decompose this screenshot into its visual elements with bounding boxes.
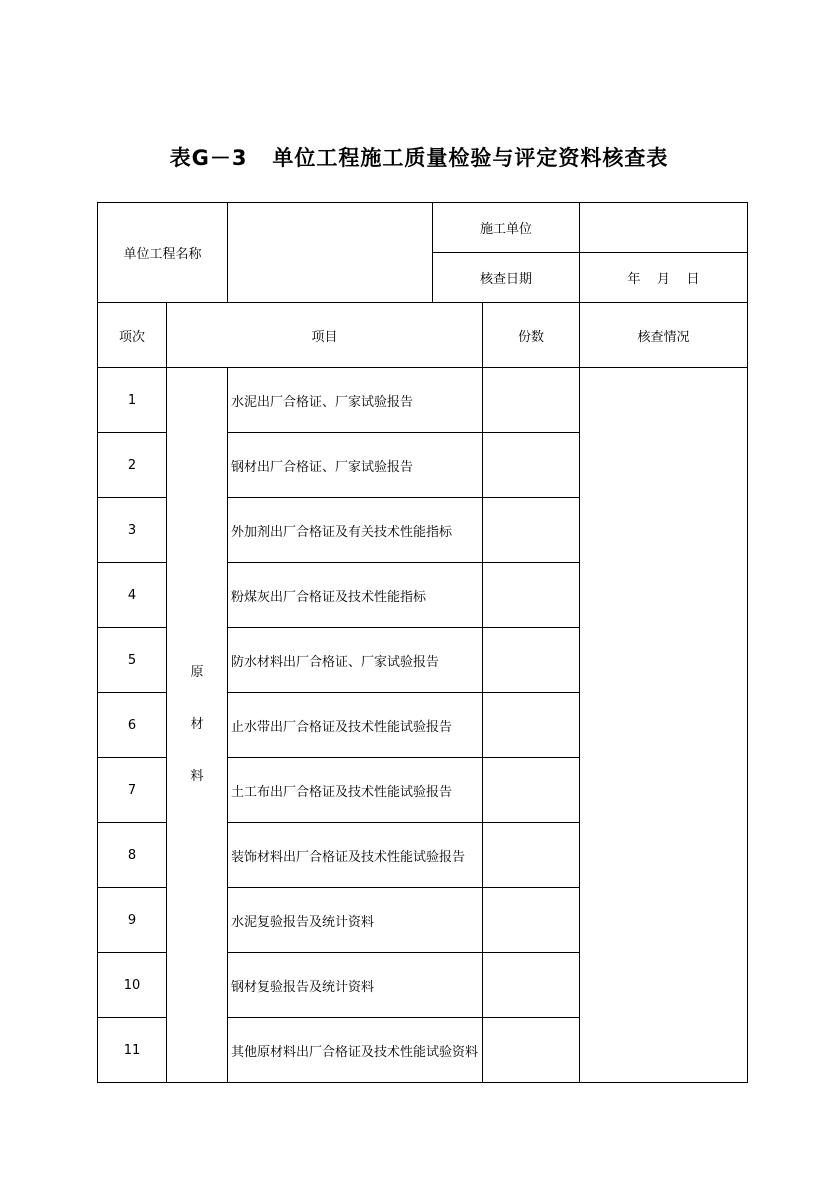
row-number: 5: [98, 628, 167, 693]
header-row-1: [98, 203, 748, 253]
row-item: 外加剂出厂合格证及有关技术性能指标: [228, 498, 483, 563]
row-number: 9: [98, 888, 167, 953]
row-item: 止水带出厂合格证及技术性能试验报告: [228, 693, 483, 758]
row-copies-field[interactable]: [483, 823, 580, 888]
row-number: 3: [98, 498, 167, 563]
row-number: 4: [98, 563, 167, 628]
category-char: 原: [190, 665, 204, 680]
row-copies-field[interactable]: [483, 693, 580, 758]
row-number: 11: [98, 1018, 167, 1083]
row-copies-field[interactable]: [483, 1018, 580, 1083]
project-name-label: 单位工程名称: [98, 203, 228, 303]
row-number: 8: [98, 823, 167, 888]
col-status-header: 核查情况: [580, 303, 748, 368]
check-date-field[interactable]: 年 月 日: [580, 253, 748, 303]
row-item: 土工布出厂合格证及技术性能试验报告: [228, 758, 483, 823]
row-number: 10: [98, 953, 167, 1018]
page-title: 表G－3 单位工程施工质量检验与评定资料核查表: [169, 146, 669, 170]
col-copies-header: 份数: [483, 303, 580, 368]
row-number: 1: [98, 368, 167, 433]
row-copies-field[interactable]: [483, 628, 580, 693]
row-item: 钢材出厂合格证、厂家试验报告: [228, 433, 483, 498]
col-index-header: 项次: [98, 303, 167, 368]
row-item: 钢材复验报告及统计资料: [228, 953, 483, 1018]
column-header-row: [98, 303, 748, 368]
table-row: [98, 368, 748, 433]
row-number: 6: [98, 693, 167, 758]
row-item: 防水材料出厂合格证、厂家试验报告: [228, 628, 483, 693]
row-item: 水泥出厂合格证、厂家试验报告: [228, 368, 483, 433]
row-item: 粉煤灰出厂合格证及技术性能指标: [228, 563, 483, 628]
row-number: 7: [98, 758, 167, 823]
row-copies-field[interactable]: [483, 368, 580, 433]
row-number: 2: [98, 433, 167, 498]
category-char: 料: [190, 769, 204, 784]
row-item: 其他原材料出厂合格证及技术性能试验资料: [228, 1018, 483, 1083]
row-copies-field[interactable]: [483, 888, 580, 953]
row-item: 水泥复验报告及统计资料: [228, 888, 483, 953]
col-item-header: 项目: [167, 303, 483, 368]
check-date-label: 核查日期: [433, 253, 580, 303]
row-copies-field[interactable]: [483, 758, 580, 823]
project-name-field[interactable]: [228, 203, 433, 303]
row-copies-field[interactable]: [483, 433, 580, 498]
inspection-table: [97, 202, 748, 1083]
construction-unit-field[interactable]: [580, 203, 748, 253]
status-field[interactable]: [580, 368, 748, 1083]
category-cell: [167, 368, 228, 1083]
category-char: 材: [190, 717, 204, 732]
construction-unit-label: 施工单位: [433, 203, 580, 253]
row-copies-field[interactable]: [483, 498, 580, 563]
row-copies-field[interactable]: [483, 953, 580, 1018]
row-copies-field[interactable]: [483, 563, 580, 628]
row-item: 装饰材料出厂合格证及技术性能试验报告: [228, 823, 483, 888]
